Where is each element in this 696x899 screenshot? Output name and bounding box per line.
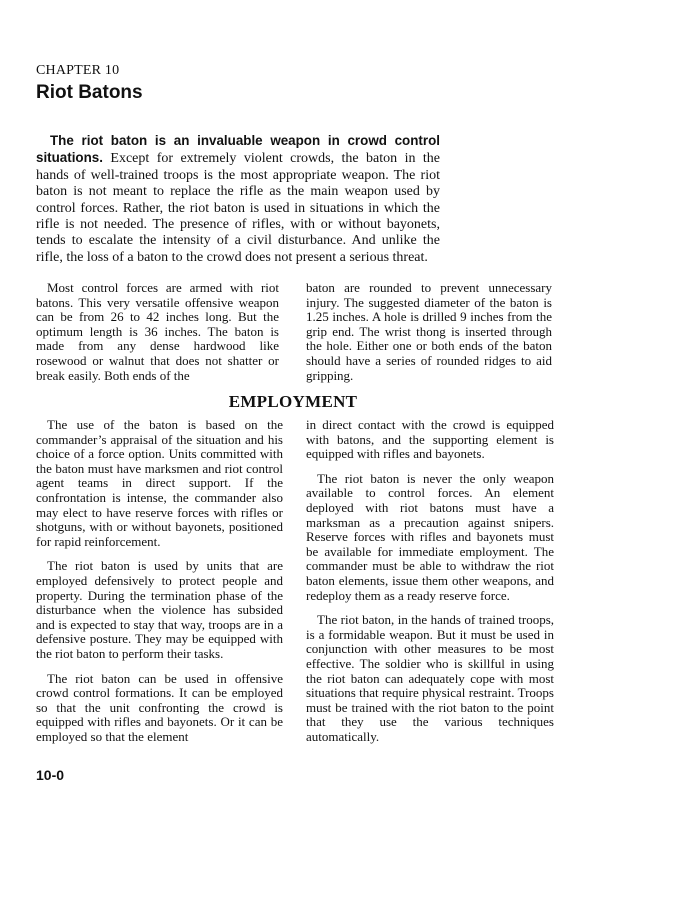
employment-paragraph: The riot baton, in the hands of trained troops, is a formidable weapon. But it must be used in conjunction with other measures to be most effective. The soldier who is skillful in using the riot baton can adequately cope with most situations that require physical restraint. Troops must be trained with the riot baton to the point that they use the various techniques automatically. — [306, 612, 554, 744]
employment-paragraph: The riot baton can be used in offensive crowd control formations. It can be employed so that the unit confronting the crowd is equipped with rifles and bayonets. Or it can be employed so that the element — [36, 670, 283, 744]
description-column-left — [36, 281, 279, 393]
section-heading-employment: EMPLOYMENT — [228, 392, 358, 411]
employment-column-right — [306, 418, 554, 754]
intro-text: Except for extremely violent crowds, the baton in the hands of well-trained troops is the most appropriate weapon. The riot baton is not meant to replace the rifle as the main weapon used by control forces. Rather, the riot baton is used in situations in which the rifle is not needed. The presence of rifles, with or without bayonets, tends to escalate the intensity of a civil disturbance. And unlike the rifle, the loss of a baton to the crowd does not present a serious threat. — [36, 151, 441, 265]
chapter-label: CHAPTER 10 — [36, 63, 120, 78]
description-paragraph: Most control forces are armed with riot batons. This very versatile offensive weapon can be from 26 to 42 inches long. But the optimum length is 36 inches. The baton is made from any dense hardwood like rosewood or walnut that does not shatter or break easily. Both ends of the — [36, 280, 279, 383]
description-column-right — [306, 281, 552, 393]
description-paragraph-continued: baton are rounded to prevent unnecessary injury. The suggested diameter of the baton is 1.25 inches. A hole is drilled 9 inches from the grip end. The wrist thong is inserted through the hole. Either one or both ends of the baton should have a series of rounded ridges to aid gripping. — [306, 280, 552, 383]
employment-paragraph: The use of the baton is based on the commander’s appraisal of the situation and his choice of a force option. Units committed with the baton must have marksmen and riot control agent teams in direct support. If the confrontation is intense, the commander also may elect to have reserve forces with rifles or shotguns, with or without bayonets, positioned for rapid reinforcement. — [36, 417, 283, 549]
page-number: 10-0 — [36, 767, 65, 783]
employment-paragraph: The riot baton is used by units that are employed defensively to protect people and property. During the termination phase of the disturbance when the violence has subsided and is expected to stay that way, troops are in a defensive posture. They may be equipped with the riot baton to perform their tasks. — [36, 558, 283, 661]
chapter-title: Riot Batons — [36, 82, 143, 103]
intro-paragraph — [36, 133, 440, 266]
employment-column-left — [36, 418, 283, 754]
intro-lead: The riot baton is an invaluable weapon in crowd control situations. — [36, 133, 440, 166]
employment-paragraph-continued: in direct contact with the crowd is equipped with batons, and the supporting element is equipped with rifles and bayonets. — [306, 417, 554, 462]
employment-paragraph: The riot baton is never the only weapon available to control forces. An element deployed with riot batons must have a marksman as a precaution against snipers. Reserve forces with rifles and bayonets must be available for immediate employment. The commander must be able to withdraw the riot baton elements, issue them other weapons, and redeploy them as a ready reserve force. — [306, 470, 554, 603]
